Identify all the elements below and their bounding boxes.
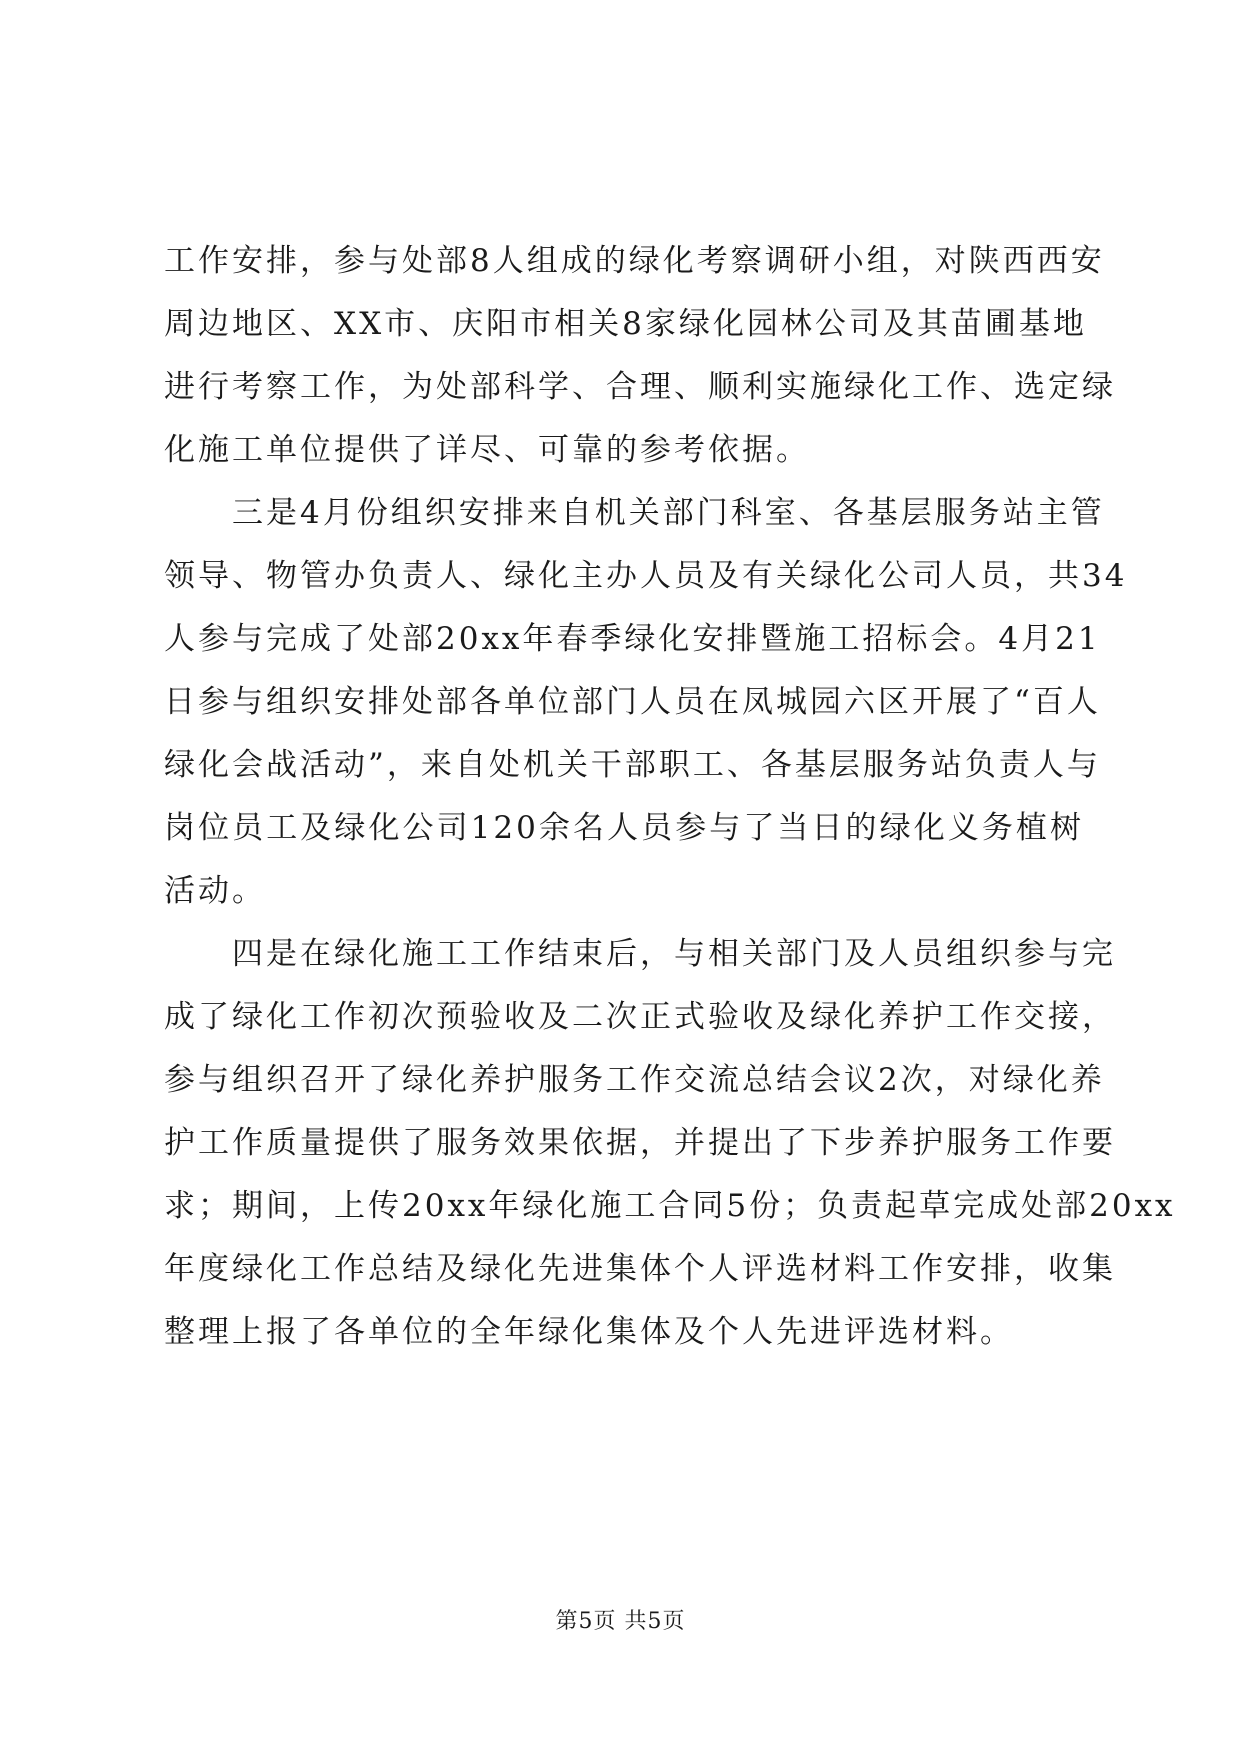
paragraph-2 xyxy=(164,482,1128,923)
text-line: 求；期间，上传20xx年绿化施工合同5份；负责起草完成处部20xx xyxy=(164,1188,1176,1224)
text-line: 岗位员工及绿化公司120余名人员参与了当日的绿化义务植树 xyxy=(164,810,1084,846)
text-line: 活动。 xyxy=(164,873,266,909)
text-line: 整理上报了各单位的全年绿化集体及个人先进评选材料。 xyxy=(164,1314,1014,1350)
text-line: 人参与完成了处部20xx年春季绿化安排暨施工招标会。4月21 xyxy=(164,621,1101,657)
text-line: 成了绿化工作初次预验收及二次正式验收及绿化养护工作交接， xyxy=(164,999,1116,1035)
text-line: 周边地区、XX市、庆阳市相关8家绿化园林公司及其苗圃基地 xyxy=(164,306,1087,342)
text-line: 化施工单位提供了详尽、可靠的参考依据。 xyxy=(164,432,810,468)
text-line: 工作安排，参与处部8人组成的绿化考察调研小组，对陕西西安 xyxy=(164,243,1105,279)
text-line: 进行考察工作，为处部科学、合理、顺利实施绿化工作、选定绿 xyxy=(164,369,1116,405)
document-body xyxy=(164,230,1176,1364)
text-line: 参与组织召开了绿化养护服务工作交流总结会议2次，对绿化养 xyxy=(164,1062,1105,1098)
text-line: 日参与组织安排处部各单位部门人员在凤城园六区开展了“百人 xyxy=(164,684,1101,720)
paragraph-1 xyxy=(164,230,1116,482)
text-line: 护工作质量提供了服务效果依据，并提出了下步养护服务工作要 xyxy=(164,1125,1116,1161)
text-line: 三是4月份组织安排来自机关部门科室、各基层服务站主管 xyxy=(232,495,1105,531)
text-line: 绿化会战活动”，来自处机关干部职工、各基层服务站负责人与 xyxy=(164,747,1101,783)
text-line: 年度绿化工作总结及绿化先进集体个人评选材料工作安排，收集 xyxy=(164,1251,1116,1287)
text-line: 四是在绿化施工工作结束后，与相关部门及人员组织参与完 xyxy=(232,936,1116,972)
text-line: 领导、物管办负责人、绿化主办人员及有关绿化公司人员，共34 xyxy=(164,558,1128,594)
page-number-footer: 第5页 共5页 xyxy=(555,1609,686,1634)
paragraph-3 xyxy=(164,923,1176,1364)
